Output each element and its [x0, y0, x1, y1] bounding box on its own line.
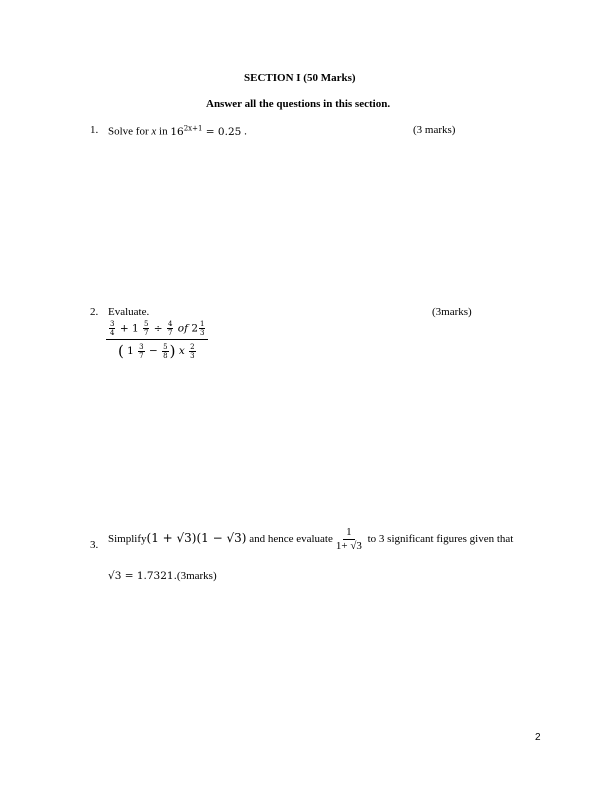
d: 3 [190, 351, 195, 360]
question-number: 2. [90, 306, 99, 318]
text: in [159, 125, 168, 138]
op: x [178, 345, 185, 357]
text: Simplify [108, 533, 147, 546]
n: 4 [167, 320, 173, 328]
d: 7 [167, 329, 173, 337]
denominator [118, 340, 197, 360]
base: 16 [170, 125, 184, 138]
exponent: 2x+1 [183, 124, 203, 132]
text: to 3 significant figures given that [367, 533, 514, 546]
variable: x [151, 125, 157, 138]
question-text [108, 124, 247, 138]
n: 1 [200, 320, 205, 328]
n: 3 [139, 342, 144, 351]
question-number: 1. [90, 124, 99, 136]
d: 4 [110, 329, 115, 337]
d: 7 [143, 329, 149, 337]
given-value: √3 = 1.7321. [108, 570, 177, 582]
question-text [108, 526, 513, 553]
rhs: = 0.25 [205, 125, 242, 138]
expression-fraction [106, 320, 208, 360]
op: of [177, 322, 188, 335]
d: 7 [139, 351, 144, 360]
whole: 2 [191, 322, 199, 335]
d: 3 [200, 329, 205, 337]
op: ÷ [153, 322, 163, 335]
question-number: 3. [90, 539, 99, 551]
op: − [148, 345, 158, 357]
equation [170, 126, 241, 138]
page-number: 2 [535, 732, 541, 743]
period: . [244, 125, 247, 138]
whole: 1 [127, 345, 134, 357]
n: 2 [190, 342, 195, 351]
paren: ) [169, 342, 176, 360]
question-text: Evaluate. [108, 306, 150, 318]
numerator [106, 320, 208, 340]
marks: (3marks) [432, 306, 472, 318]
paren: ( [117, 342, 124, 360]
instruction: Answer all the questions in this section. [206, 98, 391, 110]
n: 3 [110, 320, 115, 328]
numerator: 1 [343, 526, 355, 540]
marks: (3marks) [176, 570, 217, 582]
marks: (3 marks) [413, 124, 456, 136]
n: 5 [163, 342, 168, 351]
text: and hence evaluate [249, 533, 333, 546]
n: 5 [143, 320, 149, 328]
denominator: 1+ √3 [335, 540, 362, 552]
op: + 1 [119, 322, 139, 335]
section-title: SECTION I (50 Marks) [244, 72, 356, 84]
question-text-line2 [108, 570, 217, 582]
text: Solve for [108, 125, 149, 138]
d: 8 [163, 351, 168, 360]
expression: (1 + √3)(1 − √3) [146, 531, 247, 546]
